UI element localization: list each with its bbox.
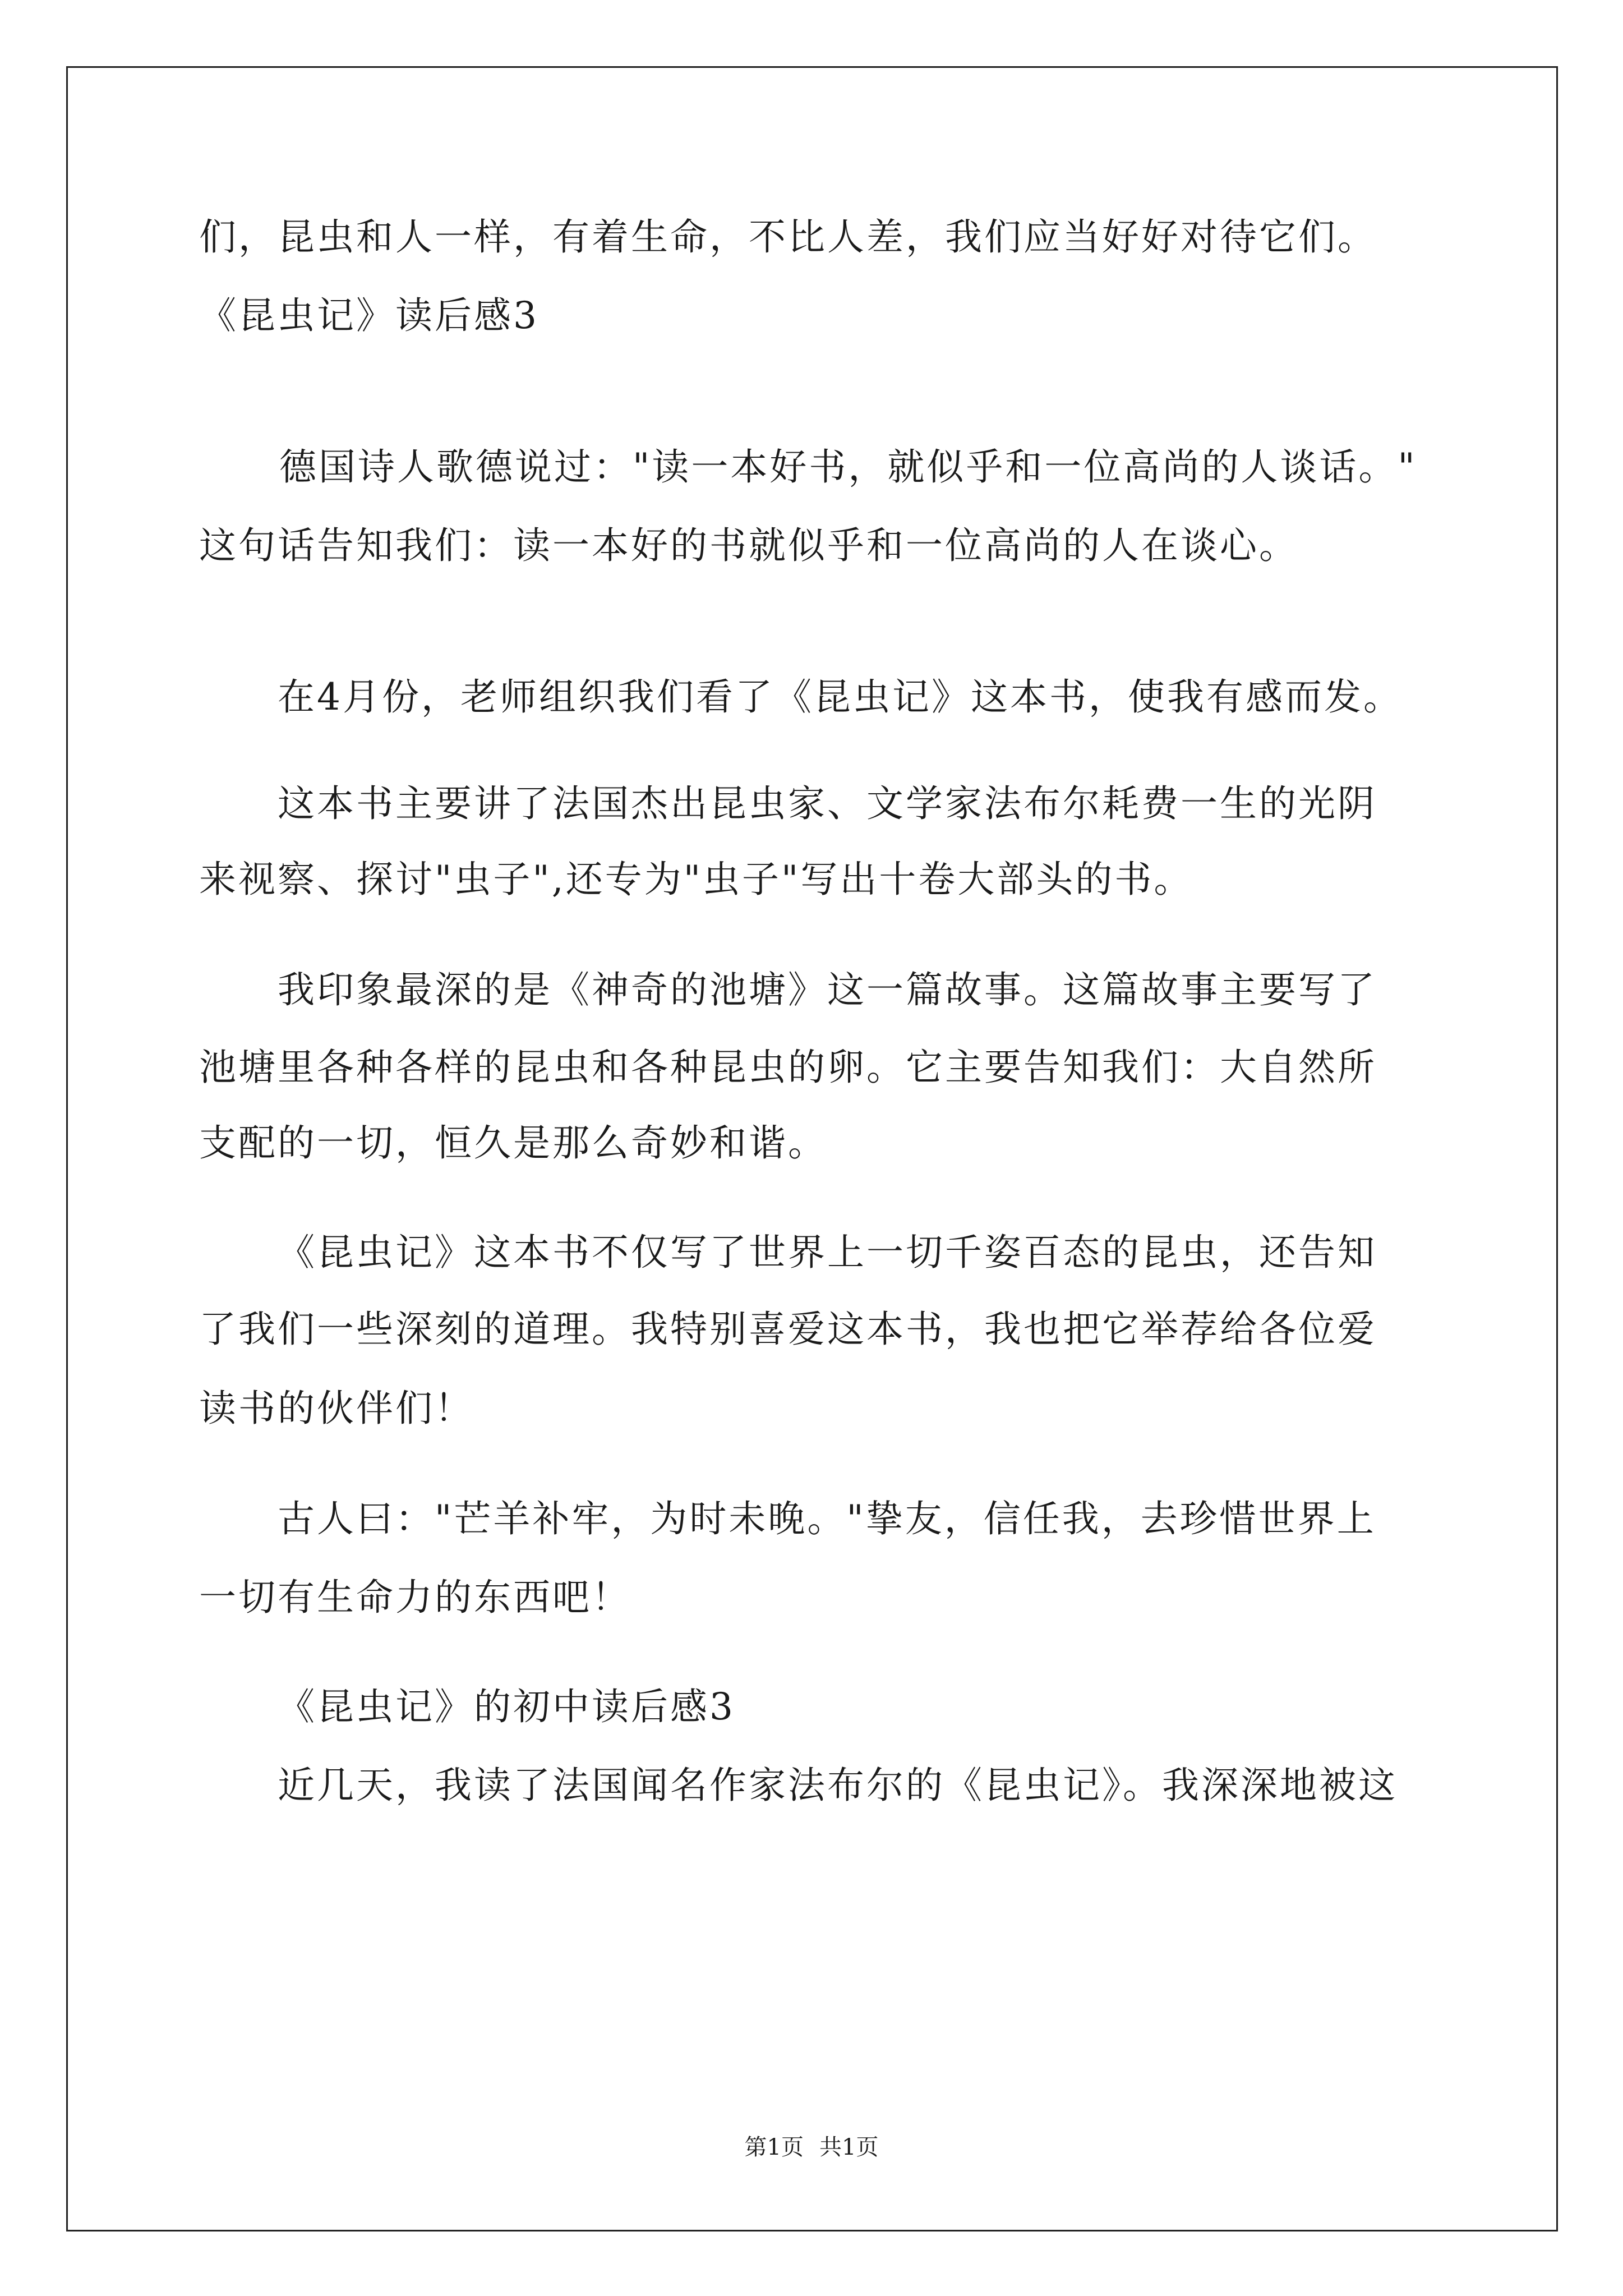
text-line: 这本书主要讲了法国杰出昆虫家、文学家法布尔耗费一生的光阴 [278, 782, 1377, 825]
page-number: 第1页 [744, 2134, 804, 2160]
text-line: 德国诗人歌德说过："读一本好书，就似乎和一位高尚的人谈话。" [279, 445, 1417, 489]
text-line: 在4月份，老师组织我们看了《昆虫记》这本书，使我有感而发。 [278, 675, 1403, 719]
page-footer [0, 2129, 1623, 2161]
section-heading: 《昆虫记》的初中读后感3 [278, 1685, 735, 1728]
section-heading: 《昆虫记》读后感3 [199, 294, 539, 337]
text-line: 我印象最深的是《神奇的池塘》这一篇故事。这篇故事主要写了 [278, 968, 1377, 1011]
page-total: 共1页 [819, 2134, 879, 2160]
text-line: 古人曰："芒羊补牢，为时未晚。"挚友，信任我，去珍惜世界上 [278, 1497, 1376, 1540]
text-line: 近几天，我读了法国闻名作家法布尔的《昆虫记》。我深深地被这 [278, 1764, 1398, 1807]
text-line: 一切有生命力的东西吧！ [199, 1576, 631, 1619]
text-line: 了我们一些深刻的道理。我特别喜爱这本书，我也把它举荐给各位爱 [199, 1308, 1377, 1351]
text-line: 池塘里各种各样的昆虫和各种昆虫的卵。它主要告知我们：大自然所 [199, 1046, 1377, 1089]
text-line: 们，昆虫和人一样，有着生命，不比人差，我们应当好好对待它们。 [199, 215, 1377, 259]
text-line: 读书的伙伴们！ [199, 1387, 474, 1430]
text-line: 《昆虫记》这本书不仅写了世界上一切千姿百态的昆虫，还告知 [278, 1231, 1377, 1274]
text-line: 支配的一切，恒久是那么奇妙和谐。 [199, 1121, 827, 1165]
text-line: 这句话告知我们：读一本好的书就似乎和一位高尚的人在谈心。 [199, 524, 1298, 567]
text-line: 来视察、探讨"虫子",还专为"虫子"写出十卷大部头的书。 [199, 858, 1193, 901]
